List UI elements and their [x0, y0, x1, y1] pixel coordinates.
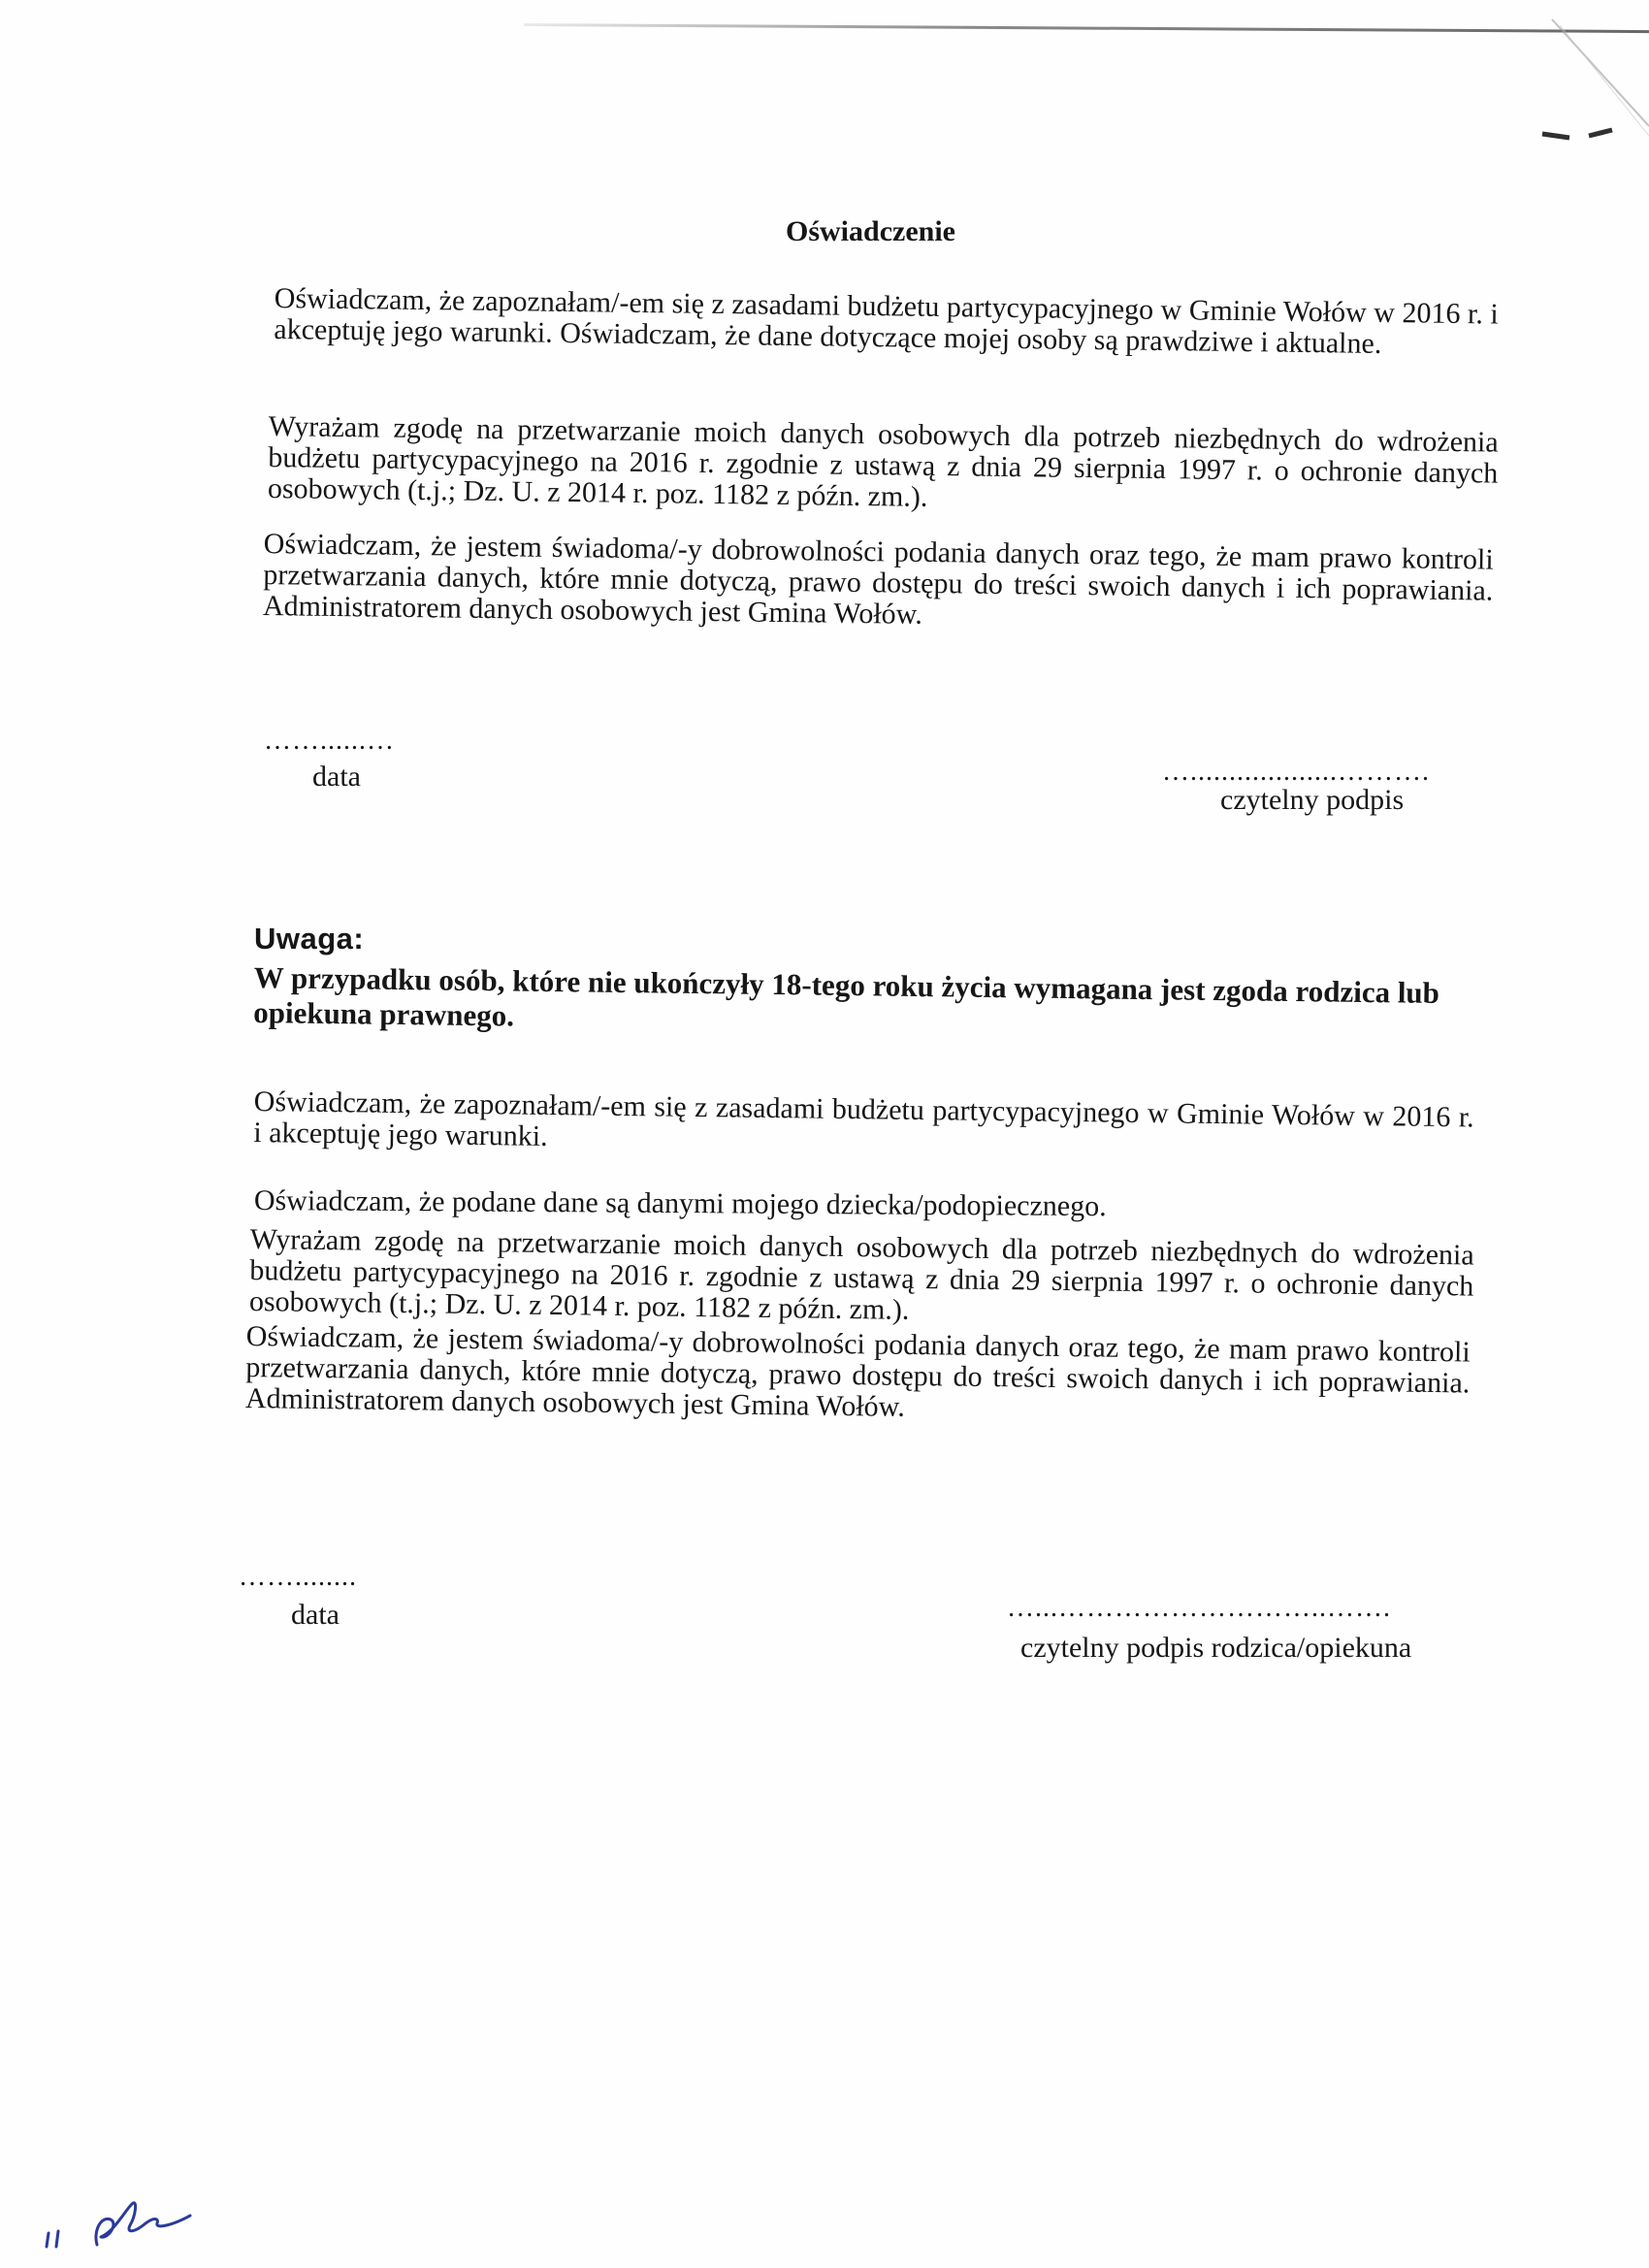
statement-2-paragraph-1: Oświadczam, że zapoznałam/-em się z zasadami budżetu partycypacyjnego w Gminie Wołów w 2016 r. i akceptuję jego warunki.: [253, 1085, 1474, 1152]
note-heading: Uwaga:: [254, 922, 365, 956]
statement-2-paragraph-3: Wyrażam zgodę na przetwarzanie moich danych osobowych dla potrzeb niezbędnych do wdrożenia budżetu partycypacyjnego na 2016 r. zgodnie z ustawą z dnia 29 sierpnia 1997 r. o ochronie danych osobowych (t.j.; Dz. U. z 2014 r. poz. 1182 z późn. zm.).: [248, 1223, 1474, 1326]
date-label: data: [312, 761, 361, 793]
date-field-line[interactable]: ……......…: [264, 726, 395, 756]
statement-1-paragraph-3: Oświadczam, że jestem świadoma/-y dobrowolności podania danych oraz tego, że mam prawo kontroli przetwarzania danych, które mnie dotyczą, prawo dostępu do treści swoich danych i ich poprawiania. Administratorem danych osobowych jest Gmina Wołów.: [262, 528, 1494, 631]
guardian-signature-label: czytelny podpis rodzica/opiekuna: [1020, 1632, 1412, 1664]
statement-2-paragraph-2: Oświadczam, że podane dane są danymi mojego dziecka/podopiecznego.: [253, 1184, 1107, 1223]
document-title: Oświadczenie: [786, 215, 955, 247]
signature-label: czytelny podpis: [1220, 784, 1405, 816]
guardian-date-label: data: [291, 1599, 340, 1631]
handwritten-signature-icon: [37, 2183, 202, 2251]
scan-edge-line: [524, 23, 1649, 33]
guardian-date-field-line[interactable]: ……........: [239, 1562, 357, 1592]
note-body: W przypadku osób, które nie ukończyły 18-tego roku życia wymagana jest zgoda rodzica lub opiekuna prawnego.: [253, 960, 1440, 1033]
guardian-signature-field-line[interactable]: …...………………………..…….: [1007, 1593, 1391, 1623]
statement-1-paragraph-2: Wyrażam zgodę na przetwarzanie moich danych osobowych dla potrzeb niezbędnych do wdrożenia budżetu partycypacyjnego na 2016 r. zgodnie z ustawą z dnia 29 sierpnia 1997 r. o ochronie danych osobowych (t.j.; Dz. U. z 2014 r. poz. 1182 z późn. zm.).: [267, 410, 1499, 513]
signature-field-line[interactable]: …...................……….: [1162, 757, 1430, 787]
statement-1-paragraph-1: Oświadczam, że zapoznałam/-em się z zasadami budżetu partycypacyjnego w Gminie Wołów w 2016 r. i akceptuję jego warunki. Oświadczam, że dane dotyczące mojej osoby są prawdziwe i aktualne.: [274, 282, 1499, 360]
scan-corner-artifact: [1533, 0, 1649, 252]
statement-2-paragraph-4: Oświadczam, że jestem świadoma/-y dobrowolności podania danych oraz tego, że mam prawo kontroli przetwarzania danych, które mnie dotyczą, prawo dostępu do treści swoich danych i ich poprawiania. Administratorem danych osobowych jest Gmina Wołów.: [244, 1320, 1471, 1423]
